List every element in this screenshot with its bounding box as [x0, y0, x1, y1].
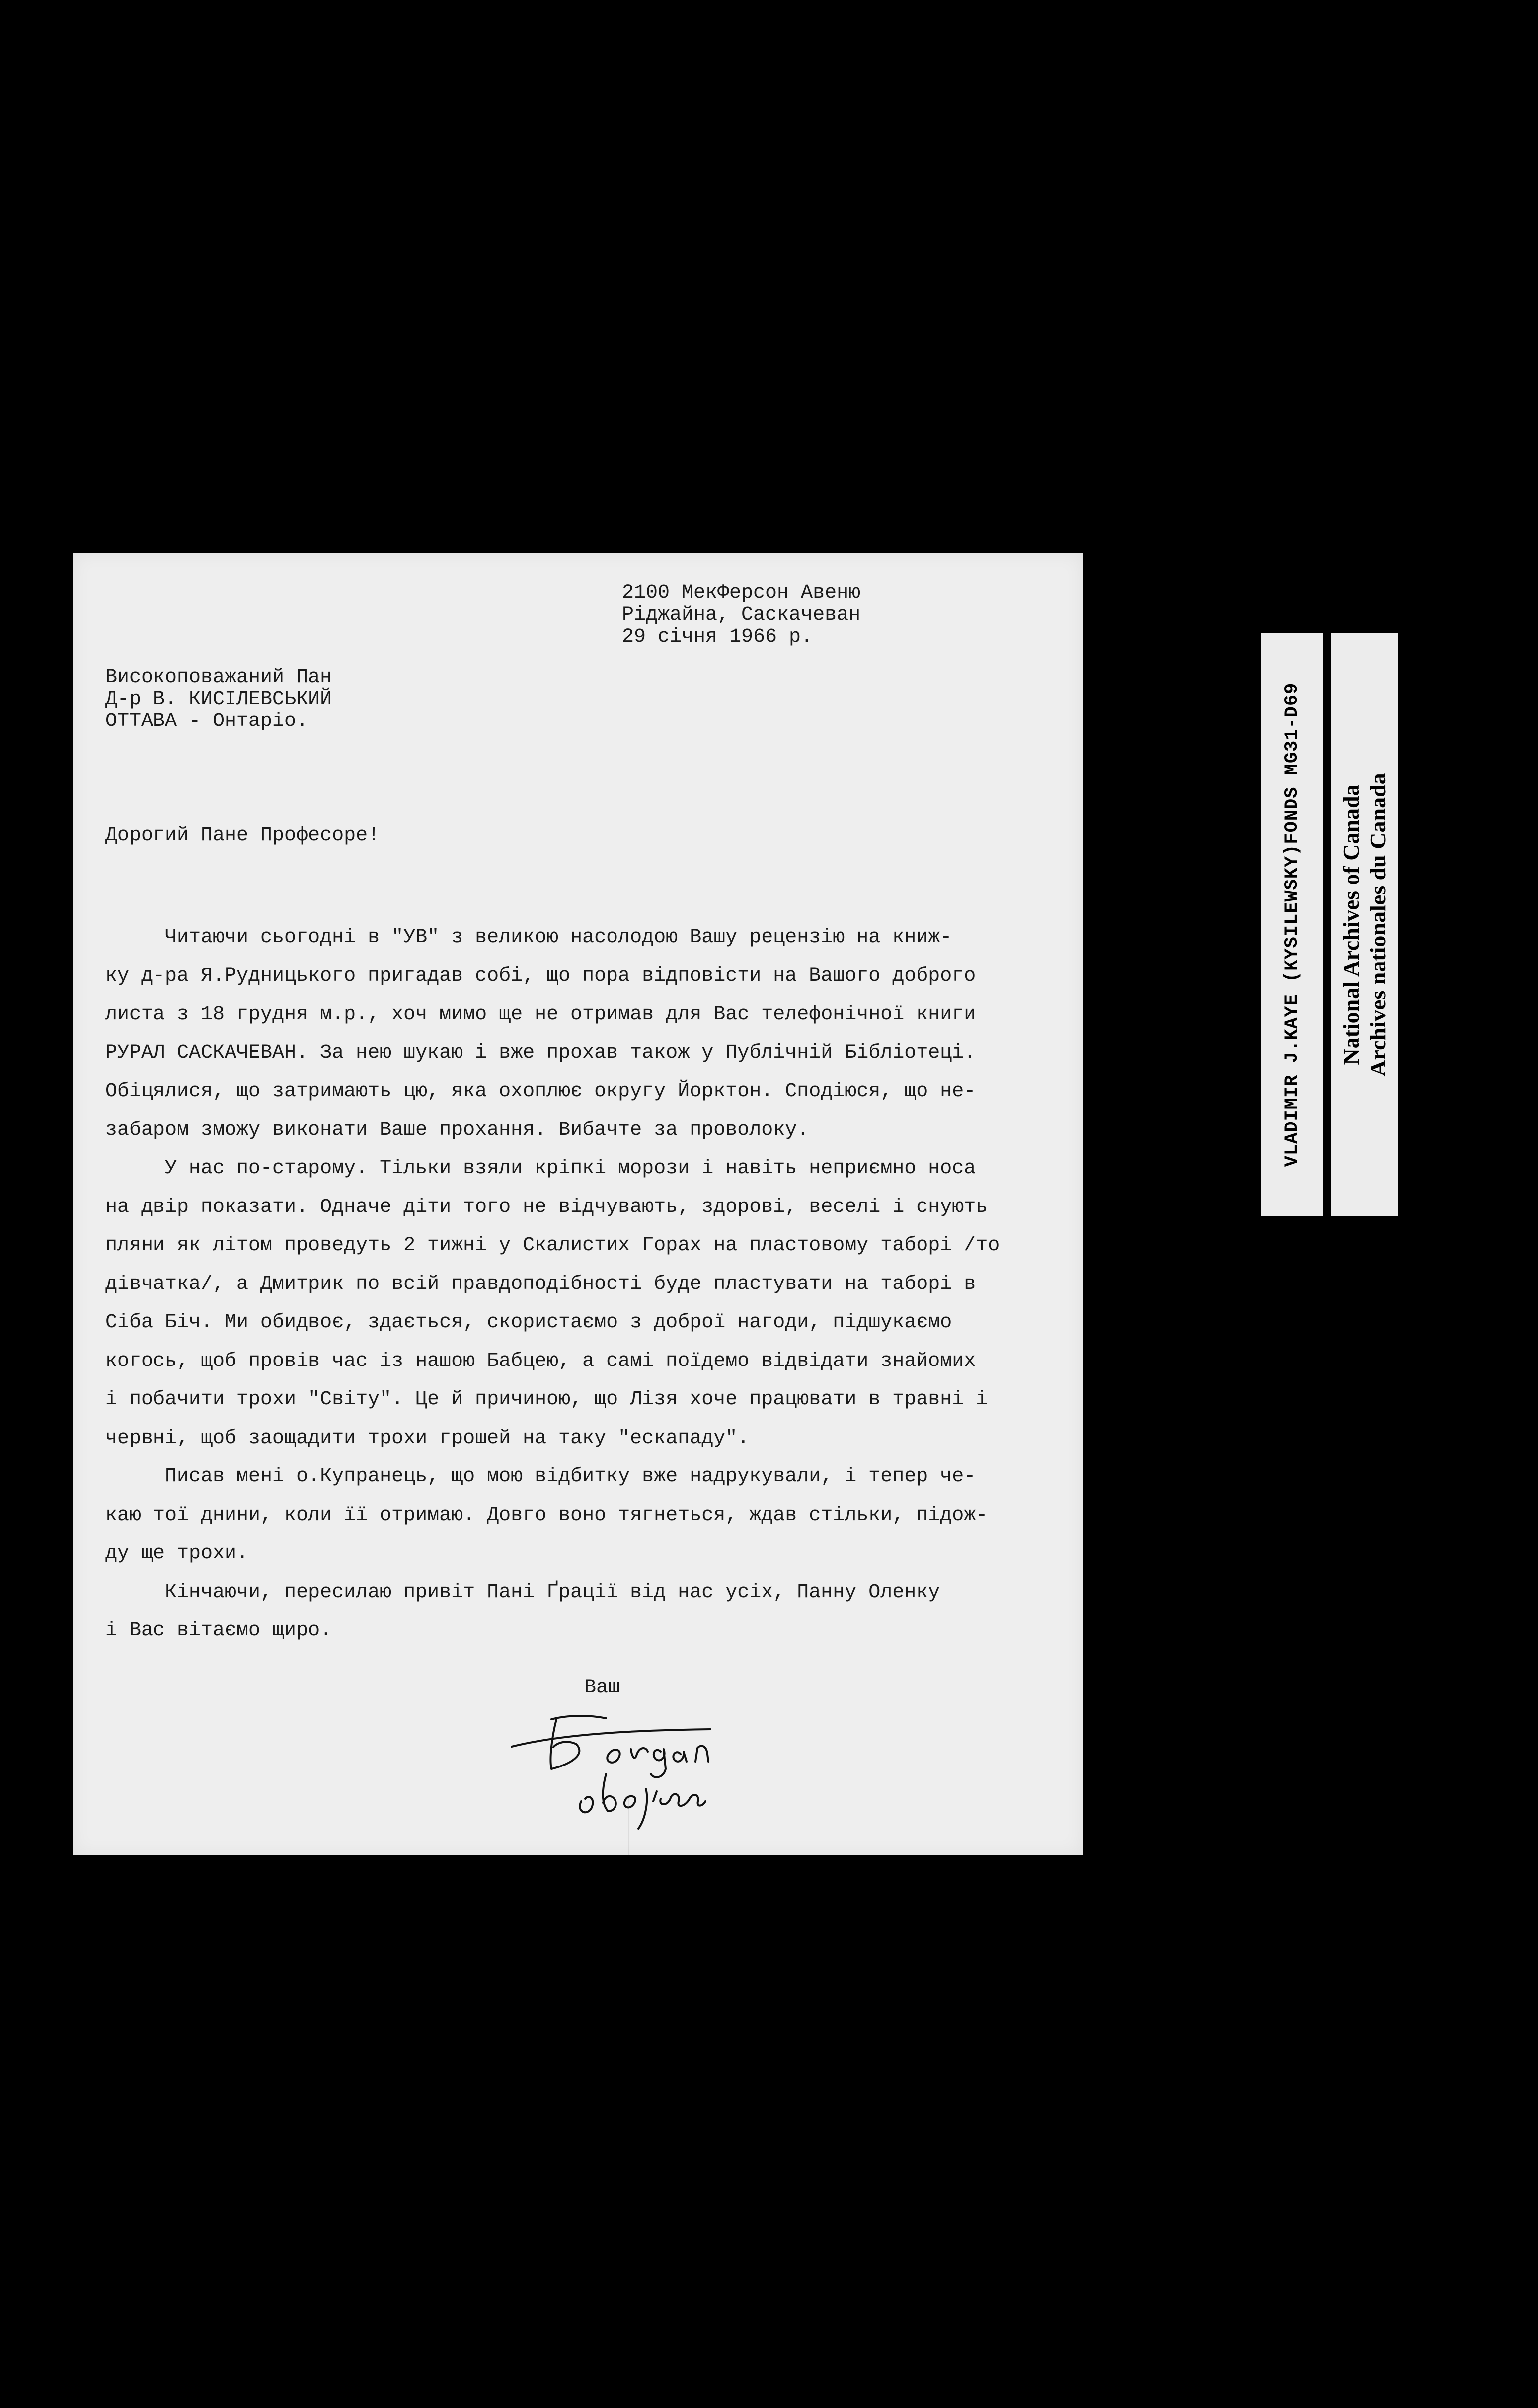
- recipient-line: Д-р В. КИСІЛЕВСЬКИЙ: [105, 688, 332, 711]
- body-line: Обіцялися, що затримають цю, яка охоплює округу Йорктон. Сподіюся, що не-: [105, 1080, 976, 1103]
- body-line: ку д-ра Я.Рудницького пригадав собі, що пора відповісти на Вашого доброго: [105, 964, 976, 987]
- body-line: і Вас вітаємо щиро.: [105, 1619, 332, 1642]
- salutation: Дорогий Пане Професоре!: [105, 824, 380, 847]
- body-line: червні, щоб заощадити трохи грошей на таку "ескападу".: [105, 1427, 750, 1449]
- paper-fold: [628, 1795, 629, 2408]
- recipient-line: ОТТАВА - Онтаріо.: [105, 710, 308, 732]
- handwritten-signature: [502, 1699, 810, 1848]
- body-line: У нас по-старому. Тільки взяли кріпкі морози і навіть неприємно носа: [105, 1157, 976, 1180]
- body-line: і побачити трохи "Світу". Це й причиною, що Лізя хоче працювати в травні і: [105, 1388, 988, 1411]
- archive-institution-label: [1331, 633, 1398, 1216]
- body-line: Писав мені о.Купранець, що мою відбитку вже надрукували, і тепер че-: [105, 1465, 976, 1488]
- recipient-block: [105, 667, 332, 732]
- recipient-line: Високоповажаний Пан: [105, 666, 332, 689]
- body-line: когось, щоб провів час із нашою Бабцею, а самі поїдемо відвідати знайомих: [105, 1350, 976, 1372]
- body-line: Кінчаючи, пересилаю привіт Пані Ґрації від нас усіх, Панну Оленку: [105, 1581, 940, 1604]
- body-line: ду ще трохи.: [105, 1542, 249, 1565]
- body-line: Читаючи сьогодні в "УВ" з великою насолодою Вашу рецензію на книж-: [105, 926, 952, 949]
- letter-body: [105, 918, 1079, 1650]
- body-line: дівчатка/, а Дмитрик по всій правдоподібності буде пластувати на таборі в: [105, 1273, 976, 1295]
- archive-fonds-label: [1261, 633, 1323, 1216]
- body-line: пляни як літом проведуть 2 тижні у Скалистих Горах на пластовому таборі /то: [105, 1234, 1000, 1257]
- body-line: РУРАЛ САСКАЧЕВАН. За нею шукаю і вже прохав також у Публічній Бібліотеці.: [105, 1042, 976, 1064]
- sender-address: [622, 582, 860, 648]
- institution-label-text: [1338, 773, 1391, 1076]
- body-line: на двір показати. Одначе діти того не відчувають, здорові, веселі і снують: [105, 1196, 988, 1218]
- body-line: каю тої днини, коли її отримаю. Довго воно тягнеться, ждав стільки, підож-: [105, 1504, 988, 1526]
- closing: Ваш: [584, 1677, 620, 1699]
- institution-fr: Archives nationales du Canada: [1365, 773, 1390, 1077]
- institution-en: National Archives of Canada: [1338, 784, 1364, 1065]
- body-line: забаром зможу виконати Ваше прохання. Вибачте за проволоку.: [105, 1119, 809, 1141]
- body-line: Сіба Біч. Ми обидвоє, здається, скористаємо з доброї нагоди, підшукаємо: [105, 1311, 952, 1334]
- fonds-label-text: VLADIMIR J.KAYE (KYSILEWSKY)FONDS MG31-D69: [1282, 682, 1303, 1167]
- body-line: листа з 18 грудня м.р., хоч мимо ще не отримав для Вас телефонічної книги: [105, 1003, 976, 1026]
- letter-date: 29 січня 1966 р.: [622, 626, 813, 648]
- sender-address-line: 2100 МекФерсон Авеню: [622, 582, 861, 604]
- sender-address-line: Ріджайна, Саскачеван: [622, 604, 861, 626]
